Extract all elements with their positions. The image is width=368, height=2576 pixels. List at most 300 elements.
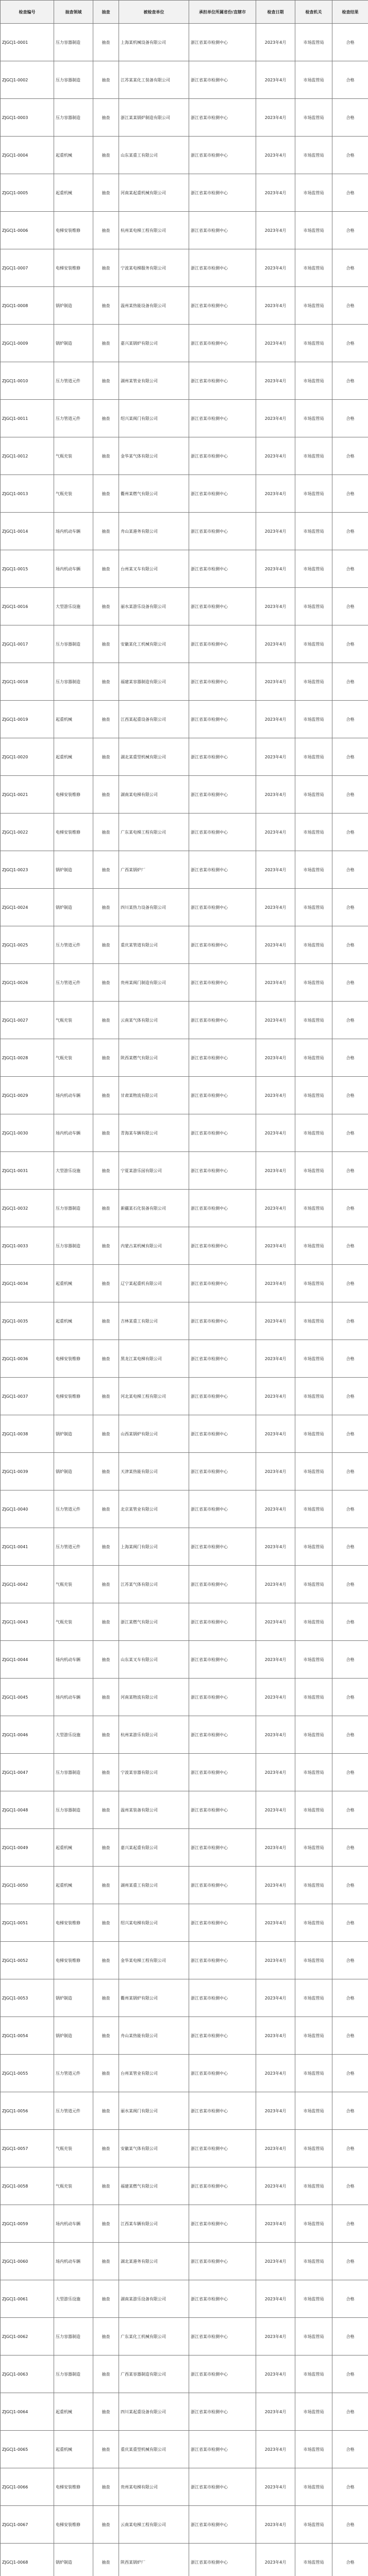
table-cell: 市场监管局 xyxy=(295,1716,332,1754)
table-cell: 浙江省某市检测中心 xyxy=(189,550,256,588)
table-cell: 压力容器制造 xyxy=(54,99,93,137)
table-cell: 合格 xyxy=(332,1227,368,1265)
table-cell: 2023年4月 xyxy=(256,2355,295,2393)
table-cell: 合格 xyxy=(332,2017,368,2055)
table-cell: 锅炉制造 xyxy=(54,1415,93,1453)
table-cell: ZJGCJ1-0014 xyxy=(1,513,54,550)
table-row xyxy=(1,212,368,249)
table-cell: 合格 xyxy=(332,2506,368,2544)
table-cell: 大型游乐设施 xyxy=(54,588,93,625)
table-cell: 2023年4月 xyxy=(256,738,295,776)
table-cell: ZJGCJ1-0028 xyxy=(1,1039,54,1077)
table-cell: ZJGCJ1-0010 xyxy=(1,362,54,400)
table-cell: 合格 xyxy=(332,1791,368,1829)
table-cell: 2023年4月 xyxy=(256,776,295,814)
table-cell: 2023年4月 xyxy=(256,249,295,287)
table-cell: 压力管道元件 xyxy=(54,926,93,964)
table-cell: 电梯安装维修 xyxy=(54,776,93,814)
table-cell: 2023年4月 xyxy=(256,550,295,588)
table-cell: 抽查 xyxy=(93,1152,119,1190)
table-cell: 浙江省某市检测中心 xyxy=(189,362,256,400)
table-cell: 合格 xyxy=(332,2130,368,2167)
table-cell: 舟山某热能有限公司 xyxy=(119,2017,189,2055)
table-cell: 起重机械 xyxy=(54,1265,93,1302)
table-cell: 合格 xyxy=(332,1867,368,1904)
table-cell: 辽宁某起重机有限公司 xyxy=(119,1265,189,1302)
table-cell: 电梯安装维修 xyxy=(54,2506,93,2544)
table-cell: 2023年4月 xyxy=(256,1227,295,1265)
table-row xyxy=(1,437,368,475)
table-cell: ZJGCJ1-0042 xyxy=(1,1566,54,1603)
table-cell: 浙江省某市检测中心 xyxy=(189,212,256,249)
table-cell: 市场监管局 xyxy=(295,1227,332,1265)
table-cell: 市场监管局 xyxy=(295,513,332,550)
table-cell: 压力管道元件 xyxy=(54,1490,93,1528)
table-cell: ZJGCJ1-0038 xyxy=(1,1415,54,1453)
table-cell: 合格 xyxy=(332,1152,368,1190)
table-row xyxy=(1,625,368,663)
table-cell: 市场监管局 xyxy=(295,1904,332,1942)
table-cell: ZJGCJ1-0052 xyxy=(1,1942,54,1979)
table-cell: 2023年4月 xyxy=(256,212,295,249)
table-cell: ZJGCJ1-0033 xyxy=(1,1227,54,1265)
table-cell: ZJGCJ1-0064 xyxy=(1,2393,54,2431)
table-cell: 锅炉制造 xyxy=(54,1453,93,1490)
table-cell: ZJGCJ1-0020 xyxy=(1,738,54,776)
table-cell: 合格 xyxy=(332,287,368,325)
table-cell: 合格 xyxy=(332,851,368,889)
table-cell: 市场监管局 xyxy=(295,926,332,964)
table-cell: 抽查 xyxy=(93,701,119,738)
table-cell: 市场监管局 xyxy=(295,851,332,889)
table-row xyxy=(1,1190,368,1227)
table-cell: ZJGCJ1-0022 xyxy=(1,814,54,851)
table-cell: 市场监管局 xyxy=(295,1867,332,1904)
table-cell: 浙江省某市检测中心 xyxy=(189,249,256,287)
table-cell: 市场监管局 xyxy=(295,325,332,362)
table-cell: 上海某机械设备有限公司 xyxy=(119,24,189,61)
table-cell: 大型游乐设施 xyxy=(54,1716,93,1754)
table-cell: 合格 xyxy=(332,1453,368,1490)
table-cell: ZJGCJ1-0063 xyxy=(1,2355,54,2393)
table-cell: 2023年4月 xyxy=(256,2167,295,2205)
table-cell: 市场监管局 xyxy=(295,24,332,61)
table-cell: 合格 xyxy=(332,325,368,362)
table-cell: 浙江省某市检测中心 xyxy=(189,889,256,926)
table-cell: 合格 xyxy=(332,1190,368,1227)
header-cell: 检查日期 xyxy=(256,1,295,24)
table-cell: 合格 xyxy=(332,1566,368,1603)
table-cell: 压力容器制造 xyxy=(54,61,93,99)
table-cell: 压力容器制造 xyxy=(54,1227,93,1265)
table-cell: 市场监管局 xyxy=(295,1340,332,1378)
table-cell: 2023年4月 xyxy=(256,663,295,701)
table-cell: 浙江省某市检测中心 xyxy=(189,2017,256,2055)
table-row xyxy=(1,1566,368,1603)
table-cell: ZJGCJ1-0037 xyxy=(1,1378,54,1415)
table-cell: 抽查 xyxy=(93,1904,119,1942)
table-cell: 天津某热能有限公司 xyxy=(119,1453,189,1490)
table-row xyxy=(1,249,368,287)
table-cell: 台州某管业有限公司 xyxy=(119,2055,189,2092)
table-cell: 压力容器制造 xyxy=(54,1754,93,1791)
table-cell: 浙江省某市检测中心 xyxy=(189,2393,256,2431)
table-cell: 浙江省某市检测中心 xyxy=(189,513,256,550)
table-cell: ZJGCJ1-0018 xyxy=(1,663,54,701)
table-cell: 2023年4月 xyxy=(256,1942,295,1979)
table-cell: 市场监管局 xyxy=(295,2055,332,2092)
table-cell: 丽水某游乐设备有限公司 xyxy=(119,588,189,625)
table-cell: 浙江省某市检测中心 xyxy=(189,663,256,701)
table-cell: ZJGCJ1-0046 xyxy=(1,1716,54,1754)
table-cell: 舟山某港务有限公司 xyxy=(119,513,189,550)
table-cell: 抽查 xyxy=(93,926,119,964)
table-cell: 合格 xyxy=(332,249,368,287)
table-cell: 合格 xyxy=(332,174,368,212)
table-cell: 嘉兴某起重有限公司 xyxy=(119,1829,189,1867)
table-row xyxy=(1,1378,368,1415)
table-cell: 合格 xyxy=(332,2092,368,2130)
table-cell: 浙江省某市检测中心 xyxy=(189,1453,256,1490)
table-cell: 抽查 xyxy=(93,1603,119,1641)
table-cell: 2023年4月 xyxy=(256,2431,295,2468)
table-cell: ZJGCJ1-0056 xyxy=(1,2092,54,2130)
table-row xyxy=(1,2393,368,2431)
table-cell: 合格 xyxy=(332,1340,368,1378)
table-cell: 抽查 xyxy=(93,1114,119,1152)
table-cell: 温州某热能设备有限公司 xyxy=(119,287,189,325)
table-row xyxy=(1,1867,368,1904)
table-cell: 2023年4月 xyxy=(256,1265,295,1302)
table-cell: 浙江省某市检测中心 xyxy=(189,1528,256,1566)
table-cell: 抽查 xyxy=(93,1528,119,1566)
table-cell: ZJGCJ1-0013 xyxy=(1,475,54,513)
table-cell: 市场监管局 xyxy=(295,2017,332,2055)
table-cell: ZJGCJ1-0012 xyxy=(1,437,54,475)
table-cell: 浙江省某市检测中心 xyxy=(189,437,256,475)
table-cell: 气瓶充装 xyxy=(54,1603,93,1641)
header-cell: 抽查 xyxy=(93,1,119,24)
table-cell: 锅炉制造 xyxy=(54,851,93,889)
table-cell: 市场监管局 xyxy=(295,249,332,287)
table-row xyxy=(1,1152,368,1190)
table-cell: 抽查 xyxy=(93,889,119,926)
table-cell: 浙江省某市检测中心 xyxy=(189,400,256,437)
table-cell: ZJGCJ1-0067 xyxy=(1,2506,54,2544)
table-cell: ZJGCJ1-0044 xyxy=(1,1641,54,1679)
table-cell: 抽查 xyxy=(93,137,119,174)
table-cell: 压力管道元件 xyxy=(54,362,93,400)
table-cell: ZJGCJ1-0019 xyxy=(1,701,54,738)
table-cell: 浙江省某市检测中心 xyxy=(189,2055,256,2092)
table-cell: 抽查 xyxy=(93,2468,119,2506)
table-cell: 市场监管局 xyxy=(295,61,332,99)
table-cell: 杭州某电梯工程有限公司 xyxy=(119,212,189,249)
table-cell: 浙江省某市检测中心 xyxy=(189,1039,256,1077)
table-cell: 2023年4月 xyxy=(256,814,295,851)
table-cell: 浙江省某市检测中心 xyxy=(189,1378,256,1415)
table-row xyxy=(1,1002,368,1039)
table-cell: ZJGCJ1-0051 xyxy=(1,1904,54,1942)
table-cell: 合格 xyxy=(332,475,368,513)
table-row xyxy=(1,701,368,738)
table-cell: 抽查 xyxy=(93,400,119,437)
table-cell: ZJGCJ1-0048 xyxy=(1,1791,54,1829)
table-row xyxy=(1,2318,368,2355)
table-cell: 合格 xyxy=(332,2055,368,2092)
table-row xyxy=(1,137,368,174)
table-cell: 河北某电梯工程有限公司 xyxy=(119,1378,189,1415)
table-row xyxy=(1,2167,368,2205)
table-cell: 浙江某燃气有限公司 xyxy=(119,1603,189,1641)
table-cell: 浙江省某市检测中心 xyxy=(189,814,256,851)
table-cell: 抽查 xyxy=(93,1641,119,1679)
table-cell: 2023年4月 xyxy=(256,1829,295,1867)
table-cell: 气瓶充装 xyxy=(54,2130,93,2167)
table-cell: 浙江省某市检测中心 xyxy=(189,1904,256,1942)
table-cell: 电梯安装维修 xyxy=(54,1942,93,1979)
table-row xyxy=(1,2355,368,2393)
table-cell: 贵州某阀门制造有限公司 xyxy=(119,964,189,1002)
table-cell: 抽查 xyxy=(93,1378,119,1415)
table-cell: 黑龙江某电梯有限公司 xyxy=(119,1340,189,1378)
table-cell: 衢州某燃气有限公司 xyxy=(119,475,189,513)
table-cell: ZJGCJ1-0016 xyxy=(1,588,54,625)
table-row xyxy=(1,1904,368,1942)
table-cell: 市场监管局 xyxy=(295,2130,332,2167)
table-cell: 市场监管局 xyxy=(295,99,332,137)
table-cell: 气瓶充装 xyxy=(54,1039,93,1077)
table-cell: 杭州某游乐有限公司 xyxy=(119,1716,189,1754)
table-row xyxy=(1,61,368,99)
table-cell: 抽查 xyxy=(93,663,119,701)
table-cell: 压力管道元件 xyxy=(54,2055,93,2092)
table-cell: 上海某阀门有限公司 xyxy=(119,1528,189,1566)
table-cell: 场内机动车辆 xyxy=(54,2205,93,2243)
table-row xyxy=(1,1679,368,1716)
table-cell: 锅炉制造 xyxy=(54,287,93,325)
table-cell: 抽查 xyxy=(93,2506,119,2544)
table-cell: 合格 xyxy=(332,2318,368,2355)
table-cell: 市场监管局 xyxy=(295,1829,332,1867)
table-cell: 市场监管局 xyxy=(295,2393,332,2431)
table-cell: 2023年4月 xyxy=(256,2468,295,2506)
table-cell: 合格 xyxy=(332,964,368,1002)
table-row xyxy=(1,1791,368,1829)
table-cell: 市场监管局 xyxy=(295,2092,332,2130)
table-cell: ZJGCJ1-0031 xyxy=(1,1152,54,1190)
table-cell: 河南某起重机械有限公司 xyxy=(119,174,189,212)
table-cell: 2023年4月 xyxy=(256,1603,295,1641)
table-cell: 宁波某容器有限公司 xyxy=(119,1754,189,1791)
table-cell: 浙江省某市检测中心 xyxy=(189,851,256,889)
table-cell: 市场监管局 xyxy=(295,1453,332,1490)
table-cell: 市场监管局 xyxy=(295,2506,332,2544)
table-cell: 抽查 xyxy=(93,2167,119,2205)
table-cell: 电梯安装维修 xyxy=(54,249,93,287)
table-cell: 2023年4月 xyxy=(256,1302,295,1340)
table-cell: 抽查 xyxy=(93,2130,119,2167)
table-cell: 温州某装备有限公司 xyxy=(119,1791,189,1829)
table-cell: 2023年4月 xyxy=(256,513,295,550)
table-cell: 抽查 xyxy=(93,2280,119,2318)
table-cell: 2023年4月 xyxy=(256,2318,295,2355)
table-cell: 合格 xyxy=(332,99,368,137)
table-cell: 云南某气体有限公司 xyxy=(119,1002,189,1039)
table-row xyxy=(1,2544,368,2576)
header-cell: 检查编号 xyxy=(1,1,54,24)
table-cell: 浙江省某市检测中心 xyxy=(189,2130,256,2167)
table-cell: 起重机械 xyxy=(54,1829,93,1867)
table-cell: ZJGCJ1-0054 xyxy=(1,2017,54,2055)
table-cell: 合格 xyxy=(332,2280,368,2318)
table-cell: 市场监管局 xyxy=(295,1603,332,1641)
table-cell: 2023年4月 xyxy=(256,1490,295,1528)
table-cell: 锅炉制造 xyxy=(54,2017,93,2055)
table-cell: 合格 xyxy=(332,814,368,851)
table-cell: 抽查 xyxy=(93,1566,119,1603)
table-cell: 湖南某游乐设备有限公司 xyxy=(119,2280,189,2318)
table-cell: 抽查 xyxy=(93,475,119,513)
table-cell: 市场监管局 xyxy=(295,776,332,814)
table-cell: ZJGCJ1-0021 xyxy=(1,776,54,814)
table-cell: 福建某容器制造有限公司 xyxy=(119,663,189,701)
table-cell: 气瓶充装 xyxy=(54,1566,93,1603)
table-cell: 湖北某港务有限公司 xyxy=(119,2243,189,2280)
table-cell: 市场监管局 xyxy=(295,1679,332,1716)
table-cell: 抽查 xyxy=(93,1942,119,1979)
table-cell: 浙江省某市检测中心 xyxy=(189,287,256,325)
table-row xyxy=(1,2468,368,2506)
table-cell: 北京某管业有限公司 xyxy=(119,1490,189,1528)
table-cell: 广东某电梯工程有限公司 xyxy=(119,814,189,851)
table-cell: 合格 xyxy=(332,1302,368,1340)
table-cell: 锅炉制造 xyxy=(54,325,93,362)
table-row xyxy=(1,513,368,550)
table-row xyxy=(1,1265,368,1302)
table-cell: 抽查 xyxy=(93,99,119,137)
table-cell: 2023年4月 xyxy=(256,964,295,1002)
table-cell: 2023年4月 xyxy=(256,1114,295,1152)
table-cell: 2023年4月 xyxy=(256,1453,295,1490)
table-cell: 市场监管局 xyxy=(295,964,332,1002)
table-cell: 2023年4月 xyxy=(256,362,295,400)
table-cell: 市场监管局 xyxy=(295,400,332,437)
table-cell: 2023年4月 xyxy=(256,325,295,362)
table-cell: 2023年4月 xyxy=(256,926,295,964)
table-cell: 2023年4月 xyxy=(256,1679,295,1716)
table-cell: 山东某叉车有限公司 xyxy=(119,1641,189,1679)
table-cell: 市场监管局 xyxy=(295,1114,332,1152)
table-cell: 陕西某燃气有限公司 xyxy=(119,1039,189,1077)
table-cell: 云南某电梯工程有限公司 xyxy=(119,2506,189,2544)
table-cell: 2023年4月 xyxy=(256,1378,295,1415)
table-cell: ZJGCJ1-0024 xyxy=(1,889,54,926)
table-cell: 2023年4月 xyxy=(256,1340,295,1378)
table-cell: 浙江省某市检测中心 xyxy=(189,2205,256,2243)
table-cell: 压力容器制造 xyxy=(54,625,93,663)
table-cell: 贵州某电梯有限公司 xyxy=(119,2468,189,2506)
table-cell: 浙江省某市检测中心 xyxy=(189,2506,256,2544)
table-cell: 2023年4月 xyxy=(256,701,295,738)
table-row xyxy=(1,964,368,1002)
table-cell: 合格 xyxy=(332,1641,368,1679)
table-cell: 衢州某锅炉有限公司 xyxy=(119,1979,189,2017)
table-cell: 合格 xyxy=(332,1603,368,1641)
table-cell: 市场监管局 xyxy=(295,1378,332,1415)
table-cell: 2023年4月 xyxy=(256,1566,295,1603)
table-cell: 山西某锅炉有限公司 xyxy=(119,1415,189,1453)
table-cell: 湖北某重型机械有限公司 xyxy=(119,738,189,776)
header-cell: 检查机关 xyxy=(295,1,332,24)
table-cell: 江西某车辆有限公司 xyxy=(119,2205,189,2243)
table-cell: 电梯安装维修 xyxy=(54,1340,93,1378)
table-cell: 河南某物流有限公司 xyxy=(119,1679,189,1716)
table-cell: 市场监管局 xyxy=(295,1077,332,1114)
table-cell: 市场监管局 xyxy=(295,1641,332,1679)
table-cell: 市场监管局 xyxy=(295,2205,332,2243)
table-cell: 浙江省某市检测中心 xyxy=(189,1979,256,2017)
table-row xyxy=(1,776,368,814)
table-cell: 抽查 xyxy=(93,1490,119,1528)
table-cell: 2023年4月 xyxy=(256,1791,295,1829)
table-cell: 抽查 xyxy=(93,738,119,776)
table-cell: 陕西某锅炉厂 xyxy=(119,2544,189,2576)
table-cell: 市场监管局 xyxy=(295,1490,332,1528)
table-cell: 抽查 xyxy=(93,1077,119,1114)
table-cell: 合格 xyxy=(332,1679,368,1716)
table-row xyxy=(1,1227,368,1265)
table-cell: 2023年4月 xyxy=(256,2055,295,2092)
table-cell: 2023年4月 xyxy=(256,2130,295,2167)
table-cell: 浙江省某市检测中心 xyxy=(189,1302,256,1340)
table-cell: 浙江省某市检测中心 xyxy=(189,325,256,362)
table-cell: 2023年4月 xyxy=(256,1415,295,1453)
table-cell: 2023年4月 xyxy=(256,2205,295,2243)
table-cell: 合格 xyxy=(332,625,368,663)
table-cell: 抽查 xyxy=(93,776,119,814)
table-row xyxy=(1,2431,368,2468)
table-cell: 压力容器制造 xyxy=(54,1791,93,1829)
table-cell: ZJGCJ1-0023 xyxy=(1,851,54,889)
table-cell: 市场监管局 xyxy=(295,2544,332,2576)
table-cell: 抽查 xyxy=(93,2205,119,2243)
table-cell: 浙江省某市检测中心 xyxy=(189,1077,256,1114)
table-cell: 大型游乐设施 xyxy=(54,1152,93,1190)
table-cell: 合格 xyxy=(332,738,368,776)
table-cell: 2023年4月 xyxy=(256,2393,295,2431)
table-cell: 嘉兴某锅炉有限公司 xyxy=(119,325,189,362)
table-cell: 四川某起重设备有限公司 xyxy=(119,2393,189,2431)
table-cell: 抽查 xyxy=(93,513,119,550)
table-cell: ZJGCJ1-0011 xyxy=(1,400,54,437)
table-row xyxy=(1,889,368,926)
table-row xyxy=(1,2506,368,2544)
table-cell: 压力容器制造 xyxy=(54,24,93,61)
table-row xyxy=(1,926,368,964)
table-cell: 宁波某电梯服务有限公司 xyxy=(119,249,189,287)
table-cell: 浙江省某市检测中心 xyxy=(189,1754,256,1791)
table-cell: 市场监管局 xyxy=(295,1754,332,1791)
table-cell: 抽查 xyxy=(93,1679,119,1716)
table-cell: 浙江省某市检测中心 xyxy=(189,2431,256,2468)
table-cell: 合格 xyxy=(332,1490,368,1528)
table-cell: 市场监管局 xyxy=(295,137,332,174)
table-cell: 抽查 xyxy=(93,1302,119,1340)
table-cell: 合格 xyxy=(332,212,368,249)
table-cell: 合格 xyxy=(332,2468,368,2506)
table-cell: 2023年4月 xyxy=(256,1716,295,1754)
